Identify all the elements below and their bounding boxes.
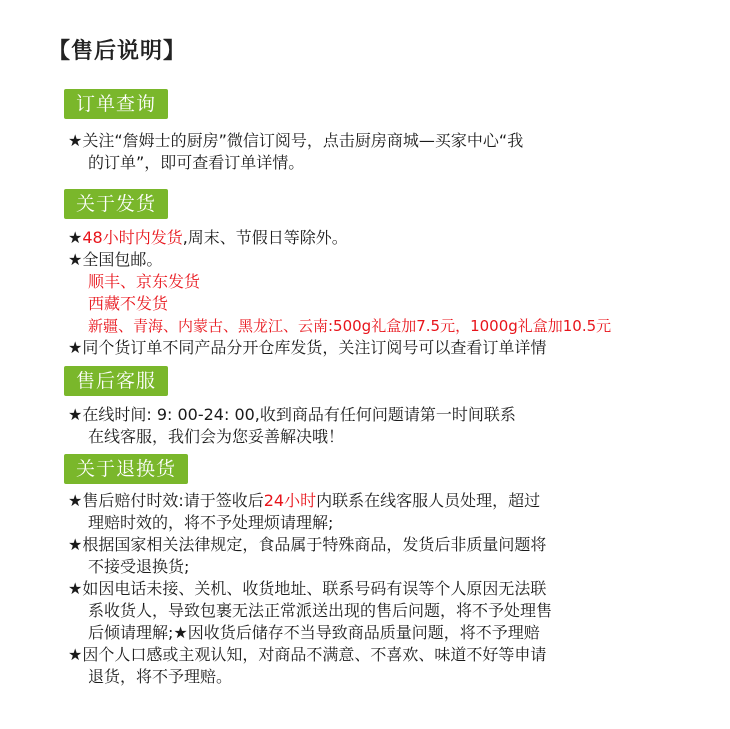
section-heading-shipping: 关于发货 [64, 189, 168, 219]
returns-line-4: 不接受退换货; [88, 557, 190, 576]
returns-line-1 [68, 490, 698, 512]
shipping-48h-highlight: 48小时内发货 [82, 228, 183, 247]
returns-line-9: 退货，将不予理赔。 [88, 667, 233, 686]
returns-line-8: ★因个人口感或主观认知，对商品不满意、不喜欢、味道不好等申请 [68, 645, 547, 664]
returns-24h-highlight: 24小时 [263, 491, 317, 510]
star-bullet: ★ [68, 228, 83, 247]
shipping-line-4: 西藏不发货 [88, 294, 169, 313]
section-heading-returns: 关于退换货 [64, 454, 188, 484]
section-heading-order: 订单查询 [64, 89, 168, 119]
service-line-2: 在线客服，我们会为您妥善解决哦！ [88, 427, 345, 446]
order-line-2: 的订单”，即可查看订单详情。 [88, 153, 305, 172]
returns-line-3: ★根据国家相关法律规定，食品属于特殊商品，发货后非质量问题将 [68, 535, 547, 554]
shipping-line-5: 新疆、青海、内蒙古、黑龙江、云南:500g礼盒加7.5元，1000g礼盒加10.5元 [88, 317, 612, 335]
shipping-line-6: ★同个货订单不同产品分开仓库发货，关注订阅号可以查看订单详情 [68, 338, 547, 357]
service-line-1: ★在线时间: 9: 00-24: 00,收到商品有任何问题请第一时间联系 [68, 405, 516, 424]
order-section-body [68, 130, 698, 174]
returns-section-body [68, 490, 698, 688]
page-title: 【售后说明】 [48, 39, 187, 64]
returns-line-1-b: 内联系在线客服人员处理，超过 [316, 491, 541, 510]
order-line-1: ★关注“詹姆士的厨房”微信订阅号，点击厨房商城—买家中心“我 [68, 131, 524, 150]
shipping-section-body [68, 227, 698, 359]
returns-line-2: 理赔时效的，将不予处理烦请理解; [88, 513, 334, 532]
returns-line-1-a: ★售后赔付时效:请于签收后 [68, 491, 264, 510]
returns-line-5: ★如因电话未接、关机、收货地址、联系号码有误等个人原因无法联 [68, 579, 547, 598]
shipping-line-2: ★全国包邮。 [68, 250, 163, 269]
returns-line-6: 系收货人，导致包裹无法正常派送出现的售后问题，将不予处理售 [88, 601, 553, 620]
service-section-body [68, 404, 698, 448]
shipping-line-3: 顺丰、京东发货 [88, 272, 201, 291]
shipping-line-1-rest: ,周末、节假日等除外。 [182, 228, 348, 247]
section-heading-service: 售后客服 [64, 366, 168, 396]
shipping-line-1 [68, 227, 698, 249]
returns-line-7: 后倾请理解;★因收货后储存不当导致商品质量问题，将不予理赔 [88, 623, 540, 642]
